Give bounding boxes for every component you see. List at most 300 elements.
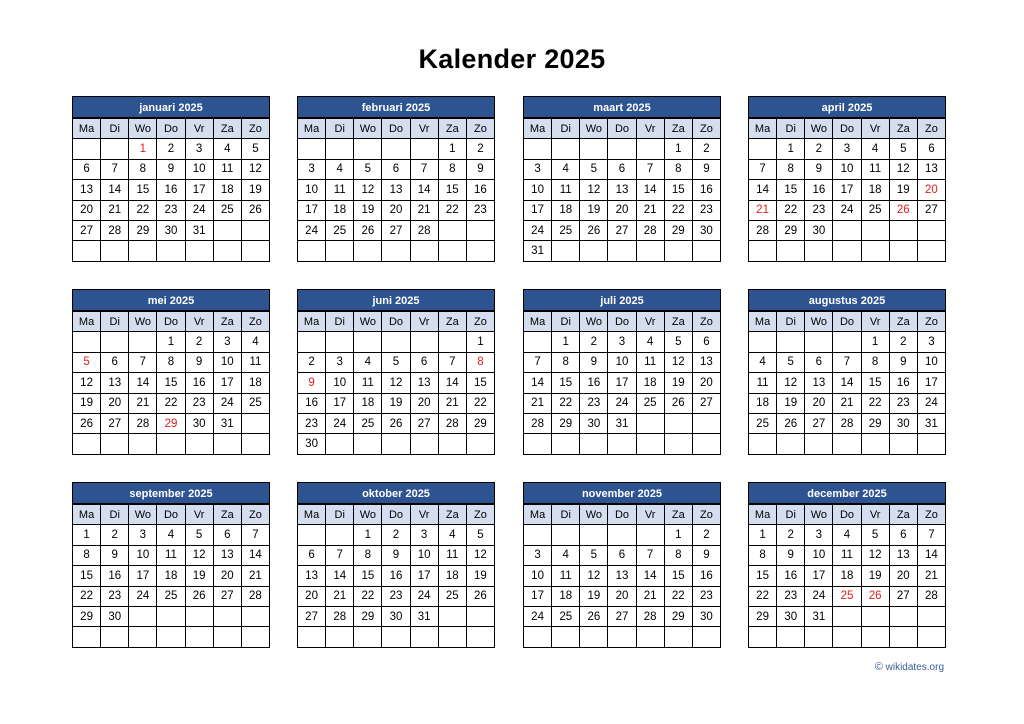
day-cell: 4 xyxy=(213,139,241,159)
weekday-label: Za xyxy=(889,312,917,332)
day-cell: 13 xyxy=(608,566,636,586)
week-row xyxy=(73,159,270,179)
day-cell: 14 xyxy=(101,180,129,200)
weekday-label: Do xyxy=(608,505,636,525)
day-cell: 1 xyxy=(438,139,466,159)
weekday-header-row xyxy=(298,312,495,332)
empty-cell xyxy=(438,241,466,261)
day-cell: 26 xyxy=(861,586,889,606)
day-cell: 27 xyxy=(298,606,326,626)
day-cell: 20 xyxy=(692,373,720,393)
day-cell: 18 xyxy=(552,586,580,606)
week-row xyxy=(298,180,495,200)
empty-cell xyxy=(805,241,833,261)
weekday-label: Do xyxy=(157,505,185,525)
day-cell: 30 xyxy=(382,606,410,626)
empty-cell xyxy=(241,241,269,261)
empty-cell xyxy=(185,606,213,626)
day-cell: 12 xyxy=(466,545,494,565)
empty-cell xyxy=(917,241,945,261)
day-cell: 7 xyxy=(241,525,269,545)
day-cell: 21 xyxy=(636,200,664,220)
week-row xyxy=(73,525,270,545)
day-cell: 4 xyxy=(833,525,861,545)
day-cell: 25 xyxy=(213,200,241,220)
day-cell: 3 xyxy=(524,545,552,565)
day-cell: 2 xyxy=(889,332,917,352)
empty-cell xyxy=(382,627,410,647)
day-cell: 12 xyxy=(382,373,410,393)
day-cell: 21 xyxy=(410,200,438,220)
empty-cell xyxy=(889,241,917,261)
day-cell: 28 xyxy=(833,413,861,433)
month-title: mei 2025 xyxy=(72,289,270,311)
empty-cell xyxy=(636,525,664,545)
empty-cell xyxy=(833,332,861,352)
month-grid xyxy=(72,311,270,455)
day-cell: 30 xyxy=(805,220,833,240)
weekday-label: Za xyxy=(889,119,917,139)
day-cell: 28 xyxy=(326,606,354,626)
day-cell: 14 xyxy=(636,566,664,586)
day-cell: 14 xyxy=(524,373,552,393)
weekday-label: Ma xyxy=(524,312,552,332)
day-cell: 6 xyxy=(101,352,129,372)
day-cell: 2 xyxy=(382,525,410,545)
weekday-label: Za xyxy=(664,505,692,525)
weekday-label: Vr xyxy=(861,312,889,332)
day-cell: 10 xyxy=(298,180,326,200)
day-cell: 1 xyxy=(354,525,382,545)
weekday-label: Di xyxy=(777,312,805,332)
empty-cell xyxy=(636,139,664,159)
day-cell: 26 xyxy=(466,586,494,606)
empty-cell xyxy=(438,627,466,647)
weekday-label: Za xyxy=(213,312,241,332)
empty-cell xyxy=(382,139,410,159)
week-row xyxy=(524,413,721,433)
weekday-label: Zo xyxy=(241,505,269,525)
day-cell: 4 xyxy=(438,525,466,545)
day-cell: 20 xyxy=(382,200,410,220)
day-cell: 5 xyxy=(777,352,805,372)
empty-cell xyxy=(777,627,805,647)
empty-cell xyxy=(213,241,241,261)
copyright-icon: © xyxy=(874,661,883,673)
day-cell: 8 xyxy=(129,159,157,179)
day-cell: 25 xyxy=(749,413,777,433)
day-cell: 6 xyxy=(213,525,241,545)
day-cell: 5 xyxy=(664,332,692,352)
empty-cell xyxy=(438,434,466,454)
empty-cell xyxy=(664,241,692,261)
weekday-label: Ma xyxy=(749,505,777,525)
month-grid xyxy=(748,118,946,262)
day-cell: 31 xyxy=(805,606,833,626)
day-cell: 16 xyxy=(692,566,720,586)
day-cell: 17 xyxy=(917,373,945,393)
week-row xyxy=(298,434,495,454)
empty-cell xyxy=(326,139,354,159)
empty-cell xyxy=(805,332,833,352)
week-row xyxy=(524,352,721,372)
empty-cell xyxy=(326,332,354,352)
day-cell: 23 xyxy=(185,393,213,413)
day-cell: 11 xyxy=(749,373,777,393)
empty-cell xyxy=(692,413,720,433)
weekday-label: Za xyxy=(438,505,466,525)
month-grid xyxy=(297,118,495,262)
day-cell: 18 xyxy=(157,566,185,586)
empty-cell xyxy=(917,627,945,647)
day-cell: 1 xyxy=(466,332,494,352)
day-cell: 23 xyxy=(889,393,917,413)
day-cell: 22 xyxy=(438,200,466,220)
day-cell: 20 xyxy=(298,586,326,606)
day-cell: 4 xyxy=(157,525,185,545)
week-row xyxy=(749,200,946,220)
day-cell: 3 xyxy=(213,332,241,352)
day-cell: 26 xyxy=(580,220,608,240)
day-cell: 22 xyxy=(777,200,805,220)
day-cell: 28 xyxy=(410,220,438,240)
day-cell: 12 xyxy=(777,373,805,393)
empty-cell xyxy=(833,627,861,647)
day-cell: 5 xyxy=(466,525,494,545)
day-cell: 30 xyxy=(692,220,720,240)
day-cell: 5 xyxy=(382,352,410,372)
day-cell: 8 xyxy=(73,545,101,565)
weekday-label: Wo xyxy=(580,505,608,525)
day-cell: 4 xyxy=(552,545,580,565)
day-cell: 30 xyxy=(692,606,720,626)
day-cell: 17 xyxy=(410,566,438,586)
weekday-label: Zo xyxy=(917,312,945,332)
empty-cell xyxy=(608,627,636,647)
day-cell: 29 xyxy=(664,220,692,240)
day-cell: 7 xyxy=(749,159,777,179)
day-cell: 30 xyxy=(777,606,805,626)
day-cell: 8 xyxy=(777,159,805,179)
day-cell: 11 xyxy=(213,159,241,179)
day-cell: 12 xyxy=(861,545,889,565)
day-cell: 18 xyxy=(354,393,382,413)
month-calendar xyxy=(72,96,270,262)
day-cell: 13 xyxy=(805,373,833,393)
day-cell: 17 xyxy=(524,586,552,606)
day-cell: 27 xyxy=(805,413,833,433)
weekday-label: Wo xyxy=(129,505,157,525)
day-cell: 21 xyxy=(917,566,945,586)
empty-cell xyxy=(410,434,438,454)
week-row xyxy=(73,220,270,240)
day-cell: 16 xyxy=(777,566,805,586)
month-calendar xyxy=(297,289,495,455)
week-row xyxy=(73,393,270,413)
weekday-label: Za xyxy=(438,119,466,139)
week-row xyxy=(749,627,946,647)
empty-cell xyxy=(129,434,157,454)
week-row xyxy=(524,200,721,220)
day-cell: 30 xyxy=(889,413,917,433)
empty-cell xyxy=(157,627,185,647)
empty-cell xyxy=(241,434,269,454)
week-row xyxy=(73,434,270,454)
day-cell: 28 xyxy=(438,413,466,433)
empty-cell xyxy=(101,241,129,261)
empty-cell xyxy=(889,220,917,240)
day-cell: 11 xyxy=(354,373,382,393)
day-cell: 21 xyxy=(524,393,552,413)
day-cell: 4 xyxy=(861,139,889,159)
empty-cell xyxy=(101,627,129,647)
day-cell: 27 xyxy=(73,220,101,240)
day-cell: 2 xyxy=(101,525,129,545)
day-cell: 12 xyxy=(241,159,269,179)
day-cell: 3 xyxy=(185,139,213,159)
week-row xyxy=(749,159,946,179)
day-cell: 2 xyxy=(777,525,805,545)
day-cell: 21 xyxy=(101,200,129,220)
day-cell: 19 xyxy=(889,180,917,200)
empty-cell xyxy=(466,627,494,647)
day-cell: 9 xyxy=(466,159,494,179)
day-cell: 5 xyxy=(241,139,269,159)
weekday-label: Zo xyxy=(692,505,720,525)
empty-cell xyxy=(410,627,438,647)
week-row xyxy=(749,393,946,413)
day-cell: 11 xyxy=(326,180,354,200)
weekday-label: Zo xyxy=(692,312,720,332)
empty-cell xyxy=(382,241,410,261)
day-cell: 27 xyxy=(608,220,636,240)
weekday-label: Zo xyxy=(466,119,494,139)
day-cell: 12 xyxy=(354,180,382,200)
day-cell: 3 xyxy=(326,352,354,372)
weekday-label: Zo xyxy=(241,312,269,332)
day-cell: 2 xyxy=(298,352,326,372)
weekday-label: Ma xyxy=(73,119,101,139)
weekday-label: Vr xyxy=(636,119,664,139)
day-cell: 10 xyxy=(326,373,354,393)
week-row xyxy=(298,139,495,159)
weekday-header-row xyxy=(524,119,721,139)
day-cell: 20 xyxy=(805,393,833,413)
empty-cell xyxy=(410,332,438,352)
week-row xyxy=(749,332,946,352)
empty-cell xyxy=(101,139,129,159)
week-row xyxy=(749,545,946,565)
empty-cell xyxy=(805,434,833,454)
weekday-label: Vr xyxy=(861,119,889,139)
day-cell: 1 xyxy=(552,332,580,352)
month-calendar xyxy=(748,289,946,455)
day-cell: 23 xyxy=(466,200,494,220)
week-row xyxy=(749,373,946,393)
day-cell: 10 xyxy=(917,352,945,372)
week-row xyxy=(749,606,946,626)
day-cell: 26 xyxy=(777,413,805,433)
week-row xyxy=(298,545,495,565)
day-cell: 1 xyxy=(749,525,777,545)
empty-cell xyxy=(580,241,608,261)
footer-site-link[interactable]: wikidates.org xyxy=(885,662,944,673)
day-cell: 2 xyxy=(157,139,185,159)
empty-cell xyxy=(354,139,382,159)
day-cell: 13 xyxy=(889,545,917,565)
day-cell: 18 xyxy=(749,393,777,413)
empty-cell xyxy=(73,139,101,159)
day-cell: 1 xyxy=(129,139,157,159)
day-cell: 9 xyxy=(157,159,185,179)
day-cell: 24 xyxy=(213,393,241,413)
empty-cell xyxy=(552,627,580,647)
day-cell: 9 xyxy=(382,545,410,565)
day-cell: 25 xyxy=(157,586,185,606)
day-cell: 6 xyxy=(410,352,438,372)
day-cell: 25 xyxy=(552,220,580,240)
day-cell: 3 xyxy=(298,159,326,179)
empty-cell xyxy=(213,627,241,647)
day-cell: 13 xyxy=(101,373,129,393)
day-cell: 19 xyxy=(861,566,889,586)
weekday-label: Za xyxy=(438,312,466,332)
week-row xyxy=(298,220,495,240)
weekday-header-row xyxy=(73,505,270,525)
weekday-label: Za xyxy=(213,505,241,525)
week-row xyxy=(749,566,946,586)
day-cell: 10 xyxy=(185,159,213,179)
day-cell: 11 xyxy=(438,545,466,565)
day-cell: 4 xyxy=(749,352,777,372)
day-cell: 6 xyxy=(608,159,636,179)
empty-cell xyxy=(580,139,608,159)
month-grid xyxy=(523,118,721,262)
empty-cell xyxy=(326,627,354,647)
empty-cell xyxy=(185,241,213,261)
empty-cell xyxy=(889,627,917,647)
footer-credit xyxy=(875,661,944,673)
day-cell: 19 xyxy=(382,393,410,413)
day-cell: 16 xyxy=(157,180,185,200)
day-cell: 17 xyxy=(298,200,326,220)
empty-cell xyxy=(749,434,777,454)
week-row xyxy=(749,413,946,433)
day-cell: 17 xyxy=(326,393,354,413)
empty-cell xyxy=(664,413,692,433)
weekday-label: Ma xyxy=(73,505,101,525)
day-cell: 26 xyxy=(580,606,608,626)
empty-cell xyxy=(749,241,777,261)
day-cell: 9 xyxy=(889,352,917,372)
day-cell: 15 xyxy=(552,373,580,393)
day-cell: 30 xyxy=(298,434,326,454)
day-cell: 27 xyxy=(608,606,636,626)
month-title: maart 2025 xyxy=(523,96,721,118)
day-cell: 30 xyxy=(185,413,213,433)
week-row xyxy=(73,606,270,626)
month-grid xyxy=(72,118,270,262)
day-cell: 23 xyxy=(777,586,805,606)
weekday-label: Zo xyxy=(917,505,945,525)
week-row xyxy=(749,241,946,261)
day-cell: 16 xyxy=(805,180,833,200)
day-cell: 19 xyxy=(466,566,494,586)
day-cell: 2 xyxy=(580,332,608,352)
empty-cell xyxy=(213,606,241,626)
day-cell: 28 xyxy=(524,413,552,433)
empty-cell xyxy=(241,413,269,433)
day-cell: 6 xyxy=(298,545,326,565)
weekday-label: Ma xyxy=(749,312,777,332)
day-cell: 8 xyxy=(664,545,692,565)
month-title: november 2025 xyxy=(523,482,721,504)
day-cell: 7 xyxy=(410,159,438,179)
month-grid xyxy=(748,311,946,455)
empty-cell xyxy=(833,434,861,454)
day-cell: 10 xyxy=(410,545,438,565)
day-cell: 26 xyxy=(382,413,410,433)
week-row xyxy=(298,627,495,647)
empty-cell xyxy=(552,139,580,159)
day-cell: 9 xyxy=(185,352,213,372)
empty-cell xyxy=(889,606,917,626)
day-cell: 12 xyxy=(889,159,917,179)
empty-cell xyxy=(777,241,805,261)
day-cell: 8 xyxy=(438,159,466,179)
empty-cell xyxy=(636,434,664,454)
week-row xyxy=(298,200,495,220)
weekday-label: Vr xyxy=(185,505,213,525)
week-row xyxy=(73,241,270,261)
weekday-label: Do xyxy=(833,505,861,525)
day-cell: 1 xyxy=(664,525,692,545)
empty-cell xyxy=(580,627,608,647)
empty-cell xyxy=(241,220,269,240)
day-cell: 17 xyxy=(213,373,241,393)
day-cell: 14 xyxy=(917,545,945,565)
day-cell: 11 xyxy=(241,352,269,372)
day-cell: 21 xyxy=(636,586,664,606)
day-cell: 17 xyxy=(129,566,157,586)
empty-cell xyxy=(580,434,608,454)
day-cell: 29 xyxy=(354,606,382,626)
week-row xyxy=(524,566,721,586)
day-cell: 16 xyxy=(466,180,494,200)
day-cell: 15 xyxy=(157,373,185,393)
empty-cell xyxy=(129,627,157,647)
empty-cell xyxy=(326,525,354,545)
weekday-label: Wo xyxy=(354,505,382,525)
week-row xyxy=(749,586,946,606)
weekday-label: Di xyxy=(552,312,580,332)
empty-cell xyxy=(466,220,494,240)
week-row xyxy=(524,586,721,606)
empty-cell xyxy=(692,434,720,454)
month-grid xyxy=(523,504,721,648)
empty-cell xyxy=(326,241,354,261)
day-cell: 24 xyxy=(608,393,636,413)
empty-cell xyxy=(73,627,101,647)
day-cell: 15 xyxy=(73,566,101,586)
day-cell: 13 xyxy=(298,566,326,586)
day-cell: 7 xyxy=(833,352,861,372)
day-cell: 31 xyxy=(213,413,241,433)
day-cell: 12 xyxy=(185,545,213,565)
day-cell: 14 xyxy=(326,566,354,586)
empty-cell xyxy=(298,139,326,159)
day-cell: 7 xyxy=(438,352,466,372)
